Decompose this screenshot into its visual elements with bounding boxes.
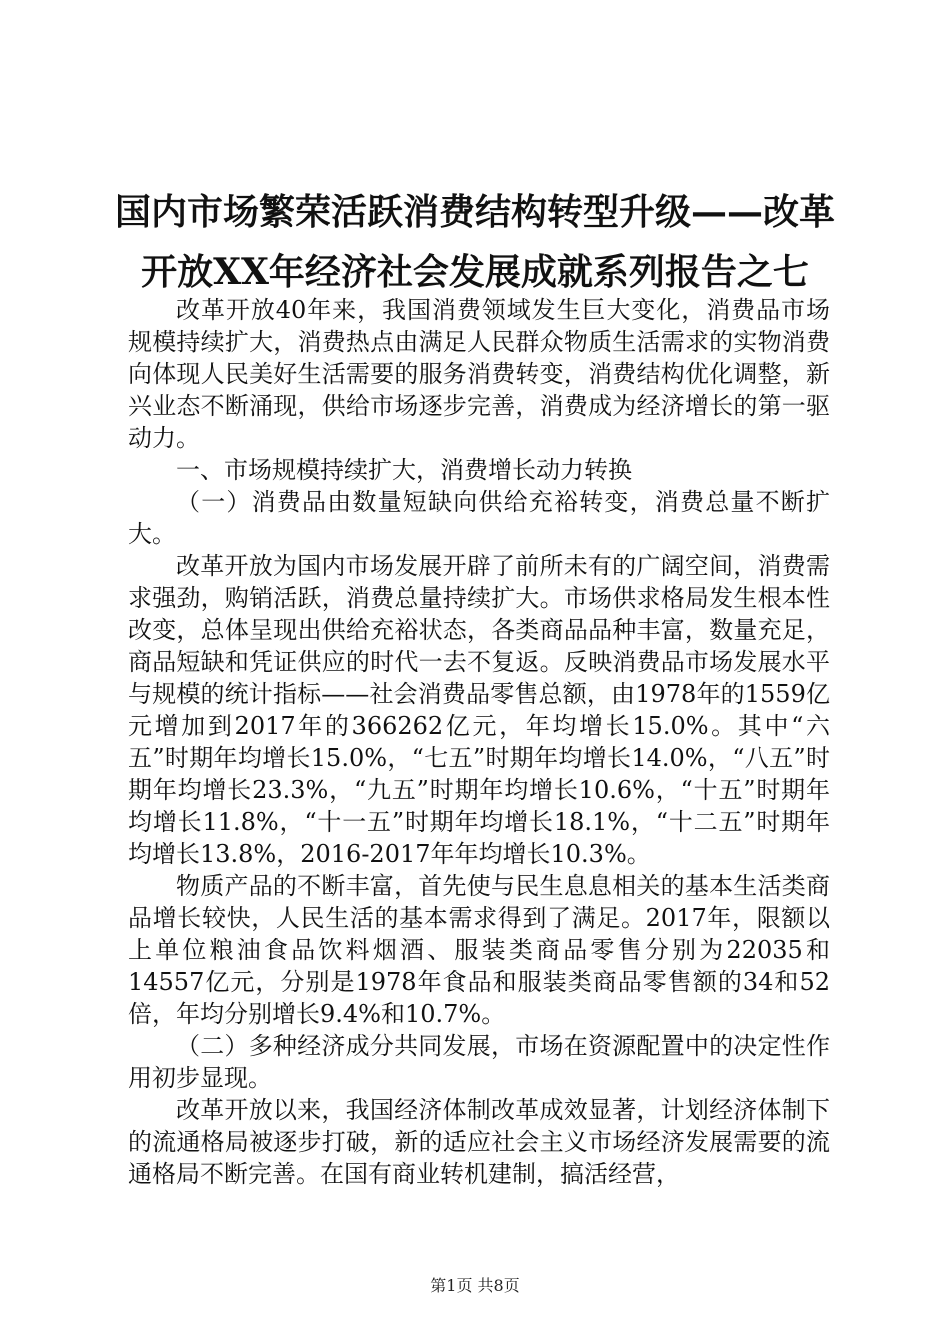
subsection-heading-1: （一）消费品由数量短缺向供给充裕转变，消费总量不断扩大。	[128, 488, 830, 548]
document-body	[128, 294, 830, 1190]
paragraph-retail-sales: 改革开放为国内市场发展开辟了前所未有的广阔空间，消费需求强劲，购销活跃，消费总量持续扩大。市场供求格局发生根本性改变，总体呈现出供给充裕状态，各类商品品种丰富，数量充足，商品短缺和凭证供应的时代一去不复返。反映消费品市场发展水平与规模的统计指标——社会消费品零售总额，由1978年的1559亿元增加到2017年的366262亿元，年均增长15.0%。其中“六五”时期年均增长15.0%，“七五”时期年均增长14.0%，“八五”时期年均增长23.3%，“九五”时期年均增长10.6%，“十五”时期年均增长11.8%，“十一五”时期年均增长18.1%，“十二五”时期年均增长13.8%，2016-2017年年均增长10.3%。	[128, 552, 830, 868]
document-title	[110, 182, 840, 302]
page-indicator: 第1页 共8页	[430, 1276, 520, 1295]
title-line-2: 开放XX年经济社会发展成就系列报告之七	[141, 251, 809, 293]
section-heading-1: 一、市场规模持续扩大，消费增长动力转换	[176, 456, 632, 484]
paragraph-basic-goods: 物质产品的不断丰富，首先使与民生息息相关的基本生活类商品增长较快，人民生活的基本需求得到了满足。2017年，限额以上单位粮油食品饮料烟酒、服装类商品零售分别为22035和14557亿元，分别是1978年食品和服装类商品零售额的34和52倍，年均分别增长9.4%和10.7%。	[128, 872, 830, 1028]
title-line-1: 国内市场繁荣活跃消费结构转型升级——改革	[114, 191, 835, 233]
paragraph-intro: 改革开放40年来，我国消费领域发生巨大变化，消费品市场规模持续扩大，消费热点由满足人民群众物质生活需求的实物消费向体现人民美好生活需要的服务消费转变，消费结构优化调整，新兴业态不断涌现，供给市场逐步完善，消费成为经济增长的第一驱动力。	[128, 296, 830, 452]
page-footer	[0, 1276, 950, 1296]
paragraph-reform: 改革开放以来，我国经济体制改革成效显著，计划经济体制下的流通格局被逐步打破，新的适应社会主义市场经济发展需要的流通格局不断完善。在国有商业转机建制，搞活经营，	[128, 1096, 830, 1188]
subsection-heading-2: （二）多种经济成分共同发展，市场在资源配置中的决定性作用初步显现。	[128, 1032, 830, 1092]
